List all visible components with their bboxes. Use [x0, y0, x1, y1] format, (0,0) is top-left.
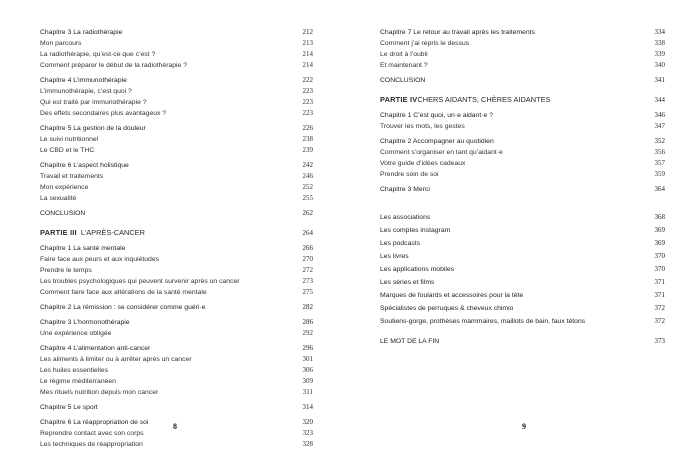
toc-entry-title: Comment faire face aux altérations de la santé mentale: [40, 289, 207, 296]
right-page: [350, 0, 700, 450]
toc-chapter-entry[interactable]: [380, 184, 665, 195]
part-label: PARTIE III: [40, 228, 77, 237]
toc-section-entry[interactable]: [380, 38, 665, 49]
toc-group-resources: [380, 211, 665, 328]
toc-resource-entry[interactable]: [380, 276, 665, 289]
toc-entry-title: Le CBD et le THC: [40, 147, 95, 154]
toc-group: [40, 123, 313, 156]
toc-entry-page: 373: [654, 337, 665, 345]
toc-section-entry[interactable]: [40, 376, 313, 387]
toc-resource-entry[interactable]: [380, 302, 665, 315]
toc-section-entry[interactable]: [40, 134, 313, 145]
toc-section-entry[interactable]: [380, 60, 665, 71]
toc-entry-page: 371: [654, 291, 665, 299]
toc-entry-title: Votre guide d’idées cadeaux: [380, 160, 466, 167]
toc-entry-title: Chapitre 3 La radiothérapie: [40, 29, 123, 36]
toc-resource-entry[interactable]: [380, 250, 665, 263]
toc-entry-page: 370: [654, 265, 665, 273]
toc-section-entry[interactable]: [40, 86, 313, 97]
toc-entry-page: 255: [302, 194, 313, 202]
toc-resource-entry[interactable]: [380, 224, 665, 237]
toc-group: [380, 27, 665, 71]
toc-entry-title: La radiothérapie, qu’est-ce que c’est ?: [40, 51, 156, 58]
toc-entry-page: 344: [654, 96, 665, 104]
toc-entry-title: Les podcasts: [380, 240, 421, 247]
toc-chapter-entry[interactable]: [380, 27, 665, 38]
toc-group: [40, 75, 313, 119]
toc-group: [380, 136, 665, 180]
toc-entry-page: 364: [654, 185, 665, 193]
toc-entry-page: 357: [654, 159, 665, 167]
toc-entry-page: 368: [654, 213, 665, 221]
toc-part-heading[interactable]: [40, 227, 313, 239]
toc-entry-title: Les huiles essentielles: [40, 367, 109, 374]
toc-entry-title: Les comptes instagram: [380, 227, 451, 234]
toc-entry-title: Comment préparer le début de la radiothérapie ?: [40, 62, 187, 69]
toc-entry-title: CONCLUSION: [380, 77, 426, 84]
toc-entry-page: 246: [302, 172, 313, 180]
toc-entry-title: Le suivi nutritionnel: [40, 136, 99, 143]
toc-chapter-entry[interactable]: [40, 317, 313, 328]
toc-entry-page: 282: [302, 303, 313, 311]
toc-entry-title: Spécialistes de perruques & cheveux chimio: [380, 305, 514, 312]
toc-entry-page: 347: [654, 122, 665, 130]
toc-group: [380, 184, 665, 195]
toc-entry-title: Marques de foulards et accessoires pour la tête: [380, 292, 524, 299]
toc-entry-page: 292: [302, 329, 313, 337]
page-number: 8: [173, 422, 177, 431]
toc-group: [40, 302, 313, 313]
toc-entry-page: 272: [302, 266, 313, 274]
toc-chapter-entry[interactable]: [40, 302, 313, 313]
toc-entry-title: Chapitre 3 L’hormonothérapie: [40, 319, 130, 326]
toc-entry-title: Chapitre 6 L’aspect holistique: [40, 162, 129, 169]
toc-entry-title: Les livres: [380, 253, 409, 260]
toc-entry-title: Les aliments à limiter ou à arrêter après un cancer: [40, 356, 192, 363]
toc-entry-title: Chapitre 4 L’alimentation anti-cancer: [40, 345, 151, 352]
toc-section-entry[interactable]: [40, 60, 313, 71]
toc-entry-page: 359: [654, 170, 665, 178]
toc-chapter-entry[interactable]: [40, 75, 313, 86]
toc-section-entry[interactable]: [40, 49, 313, 60]
toc-entry-page: 341: [654, 76, 665, 84]
toc-section-entry[interactable]: [40, 97, 313, 108]
toc-section-entry[interactable]: [40, 276, 313, 287]
toc-entry-page: 223: [302, 109, 313, 117]
toc-entry-title: Chapitre 5 Le sport: [40, 404, 98, 411]
toc-entry-page: 222: [302, 76, 313, 84]
toc-resource-entry[interactable]: [380, 237, 665, 250]
toc-entry-page: 273: [302, 277, 313, 285]
toc-chapter-entry[interactable]: [40, 243, 313, 254]
toc-resource-entry[interactable]: [380, 263, 665, 276]
toc-entry-title: Faire face aux peurs et aux inquiétudes: [40, 256, 160, 263]
toc-entry-title: Chapitre 4 L’immunothérapie: [40, 77, 127, 84]
toc-entry-title: LE MOT DE LA FIN: [380, 338, 440, 345]
toc-group: [40, 317, 313, 339]
toc-entry-title: Les techniques de réappropriation: [40, 441, 143, 448]
toc-entry-page: 266: [302, 244, 313, 252]
toc-entry-page: 339: [654, 50, 665, 58]
toc-section-entry[interactable]: [40, 328, 313, 339]
toc-section-entry[interactable]: [380, 49, 665, 60]
toc-entry-title: Une expérience obligée: [40, 330, 112, 337]
toc-entry-page: 239: [302, 146, 313, 154]
toc-chapter-entry[interactable]: [40, 343, 313, 354]
toc-entry-page: 296: [302, 344, 313, 352]
toc-resource-entry[interactable]: [380, 211, 665, 224]
toc-section-entry[interactable]: [380, 169, 665, 180]
toc-entry-title: Le régime méditerranéen: [40, 378, 116, 385]
toc-entry-page: 340: [654, 61, 665, 69]
toc-section-entry[interactable]: [40, 439, 313, 450]
toc-section-entry[interactable]: [40, 145, 313, 156]
toc-section-entry[interactable]: [40, 265, 313, 276]
toc-section-entry[interactable]: [40, 193, 313, 204]
toc-entry-page: 306: [302, 366, 313, 374]
toc-section-entry[interactable]: [40, 108, 313, 119]
toc-entry-title: Qui est traité par immunothérapie ?: [40, 99, 147, 106]
toc-entry-page: 226: [302, 124, 313, 132]
toc-entry-page: 262: [302, 209, 313, 217]
toc-resource-entry[interactable]: [380, 315, 665, 328]
toc-entry-title: Comment s’organiser en tant qu’aidant·e: [380, 149, 503, 156]
toc-entry-page: 346: [654, 111, 665, 119]
toc-entry-title: Travail et traitements: [40, 173, 104, 180]
toc-section-entry[interactable]: [40, 354, 313, 365]
toc-group: [40, 160, 313, 204]
toc-entry-title: Chapitre 5 La gestion de la douleur: [40, 125, 146, 132]
toc-entry-title: Chapitre 1 C’est quoi, un·e aidant·e ?: [380, 112, 493, 119]
toc-entry-title: Des effets secondaires plus avantageux ?: [40, 110, 167, 117]
part-title: CHERS AIDANTS, CHÈRES AIDANTES: [417, 95, 551, 104]
toc-entry-page: 323: [302, 429, 313, 437]
toc-entry-title: Chapitre 7 Le retour au travail après les traitements: [380, 29, 535, 36]
toc-entry-title: Les séries et films: [380, 279, 435, 286]
toc-resource-entry[interactable]: [380, 289, 665, 302]
toc-section-entry[interactable]: [380, 121, 665, 132]
toc-entry-page: 356: [654, 148, 665, 156]
toc-chapter-entry[interactable]: [380, 110, 665, 121]
toc-section-entry[interactable]: [40, 171, 313, 182]
toc-entry-page: 334: [654, 28, 665, 36]
toc-chapter-entry[interactable]: [40, 402, 313, 413]
toc-entry-title: Les troubles psychologiques qui peuvent survenir après un cancer: [40, 278, 240, 285]
toc-section-entry[interactable]: [380, 147, 665, 158]
toc-entry-title: Trouver les mots, les gestes: [380, 123, 465, 130]
toc-entry-title: Prendre le temps: [40, 267, 92, 274]
toc-entry-page: 328: [302, 440, 313, 448]
toc-entry-page: 238: [302, 135, 313, 143]
toc-entry-title: L’immunothérapie, c’est quoi ?: [40, 88, 132, 95]
toc-chapter-entry[interactable]: [40, 160, 313, 171]
toc-entry-title: Et maintenant ?: [380, 62, 428, 69]
toc-entry-page: 320: [302, 418, 313, 426]
toc-entry-page: 311: [302, 388, 313, 396]
toc-part-heading[interactable]: [380, 94, 665, 106]
toc-section-entry[interactable]: [40, 254, 313, 265]
toc-section-entry[interactable]: [40, 365, 313, 376]
toc-entry-page: 223: [302, 87, 313, 95]
toc-group: [40, 27, 313, 71]
toc-entry-title: Prendre soin de soi: [380, 171, 439, 178]
toc-entry-title: Chapitre 1 La santé mentale: [40, 245, 126, 252]
part-label: PARTIE IV: [380, 95, 418, 104]
toc-group: [40, 243, 313, 298]
toc-entry-title: Les applications mobiles: [380, 266, 455, 273]
toc-entry-page: 252: [302, 183, 313, 191]
toc-entry-page: 371: [654, 278, 665, 286]
toc-entry-title: Chapitre 3 Merci: [380, 186, 430, 193]
toc-entry-title: CONCLUSION: [40, 210, 86, 217]
page-number: 9: [522, 422, 526, 431]
toc-chapter-entry[interactable]: [40, 27, 313, 38]
toc-conclusion[interactable]: [40, 208, 313, 219]
toc-entry-title: Chapitre 2 La rémission : se considérer comme guéri·e: [40, 304, 206, 311]
toc-entry-title: Reprendre contact avec son corps: [40, 430, 144, 437]
toc-entry-page: 213: [302, 39, 313, 47]
toc-left: [40, 27, 313, 450]
toc-right: [380, 27, 665, 347]
toc-entry-page: 309: [302, 377, 313, 385]
toc-entry-title: Chapitre 6 La réappropriation de soi: [40, 419, 149, 426]
toc-entry-title: Soutiens-gorge, prothèses mammaires, maillots de bain, faux tétons: [380, 318, 586, 325]
toc-entry-page: 372: [654, 317, 665, 325]
toc-conclusion[interactable]: [380, 75, 665, 86]
toc-entry-page: 370: [654, 252, 665, 260]
toc-entry-page: 369: [654, 226, 665, 234]
toc-entry-page: 301: [302, 355, 313, 363]
toc-chapter-entry[interactable]: [40, 123, 313, 134]
toc-section-entry[interactable]: [380, 158, 665, 169]
toc-entry-page: 314: [302, 403, 313, 411]
toc-entry-page: 214: [302, 50, 313, 58]
toc-entry-title: Mes rituels nutrition depuis mon cancer: [40, 389, 159, 396]
toc-entry-title: Les associations: [380, 214, 431, 221]
toc-entry-title: Mon parcours: [40, 40, 82, 47]
part-title: L’APRÈS-CANCER: [80, 228, 145, 237]
toc-group: [40, 402, 313, 413]
toc-entry-page: 212: [302, 28, 313, 36]
toc-entry-title: Mon expérience: [40, 184, 89, 191]
toc-entry-title: La sexualité: [40, 195, 77, 202]
toc-entry-title: Le droit à l’oubli: [380, 51, 428, 58]
toc-section-entry[interactable]: [40, 182, 313, 193]
toc-entry-page: 214: [302, 61, 313, 69]
toc-entry-page: 338: [654, 39, 665, 47]
toc-entry-title: Chapitre 2 Accompagner au quotidien: [380, 138, 494, 145]
toc-entry-page: 286: [302, 318, 313, 326]
toc-entry-page: 264: [302, 229, 313, 237]
toc-entry-page: 352: [654, 137, 665, 145]
toc-entry-title: Comment j’ai repris le dessus: [380, 40, 470, 47]
toc-entry-page: 275: [302, 288, 313, 296]
toc-final-word[interactable]: [380, 336, 665, 347]
toc-group: [40, 343, 313, 398]
toc-chapter-entry[interactable]: [380, 136, 665, 147]
toc-entry-page: 369: [654, 239, 665, 247]
toc-section-entry[interactable]: [40, 387, 313, 398]
toc-section-entry[interactable]: [40, 287, 313, 298]
toc-entry-page: 372: [654, 304, 665, 312]
toc-entry-page: 223: [302, 98, 313, 106]
toc-group: [380, 110, 665, 132]
toc-entry-page: 270: [302, 255, 313, 263]
toc-entry-page: 242: [302, 161, 313, 169]
toc-section-entry[interactable]: [40, 38, 313, 49]
